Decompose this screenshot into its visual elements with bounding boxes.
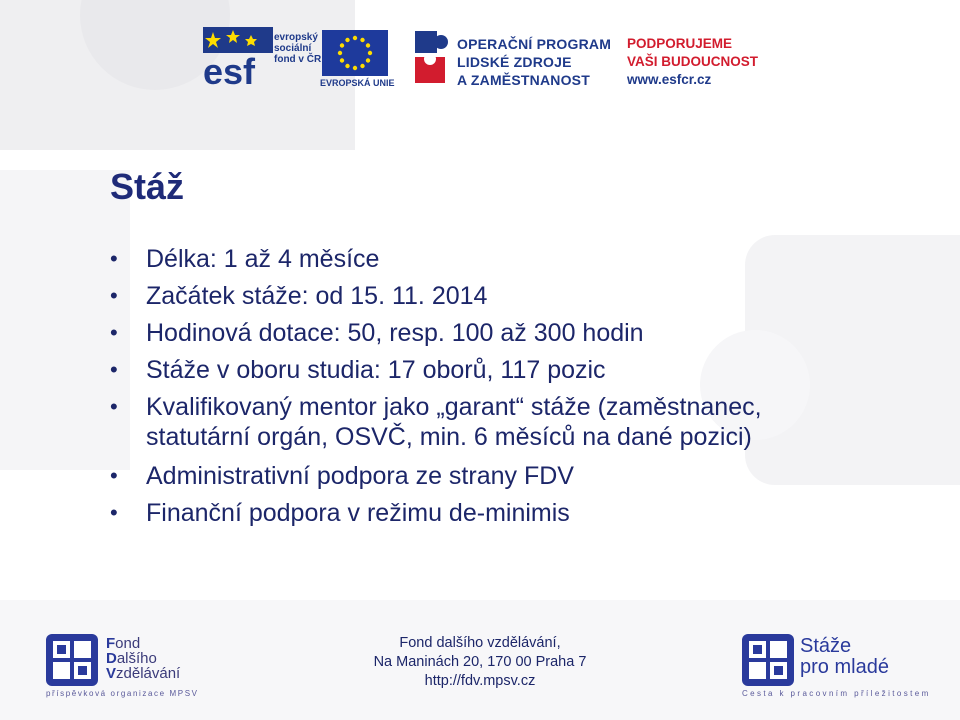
bullet-item — [108, 498, 848, 528]
stp-wordmark: Stáže pro mladé — [800, 635, 889, 678]
bullet-text: Začátek stáže: od 15. 11. 2014 — [146, 282, 488, 310]
footer-url-link[interactable]: http://fdv.mpsv.cz — [424, 673, 536, 689]
stp-logo-icon — [742, 634, 794, 686]
bullet-text: Hodinová dotace: 50, resp. 100 až 300 hodin — [146, 319, 644, 347]
support-url-link[interactable]: www.esfcr.cz — [627, 72, 712, 87]
fdv-wordmark: Fond Dalšího Vzdělávání — [106, 635, 181, 682]
bullet-item — [108, 318, 848, 348]
bullet-icon: • — [110, 394, 118, 419]
eu-caption: EVROPSKÁ UNIE — [320, 78, 395, 88]
op-program-title: OPERAČNÍ PROGRAM LIDSKÉ ZDROJE A ZAMĚSTNANOST — [457, 36, 612, 88]
bullet-item — [108, 281, 848, 311]
op-puzzle-icon — [411, 29, 451, 87]
footer-org-name: Fond dalšího vzdělávání, — [399, 635, 561, 651]
esf-caption: evropský sociální fond v ČR — [274, 32, 322, 65]
bullet-icon: • — [110, 463, 118, 488]
bullet-item — [108, 461, 848, 491]
bullet-text: Finanční podpora v režimu de-minimis — [146, 499, 570, 527]
bullet-item — [108, 355, 848, 385]
eu-flag-icon — [322, 30, 388, 76]
support-slogan: PODPORUJEME VAŠI BUDOUCNOST www.esfcr.cz — [627, 36, 759, 87]
bullet-icon: • — [110, 500, 118, 525]
bullet-icon: • — [110, 320, 118, 345]
bullet-item — [108, 392, 848, 452]
bullet-text: Stáže v oboru studia: 17 oborů, 117 pozic — [146, 356, 606, 384]
footer-street: Na Maninách 20, 170 00 Praha 7 — [373, 654, 587, 670]
slide-title: Stáž — [110, 166, 185, 207]
fdv-logo-icon — [46, 634, 98, 686]
bullet-text: Kvalifikovaný mentor jako „garant“ stáže (zaměstnanec, statutární orgán, OSVČ, min. 6 měsíců na dané pozici) — [146, 393, 762, 451]
bullet-icon: • — [110, 246, 118, 271]
esf-wordmark: esf — [203, 51, 256, 87]
bullet-icon: • — [110, 357, 118, 382]
esf-mark-icon — [203, 27, 273, 87]
bullet-item — [108, 244, 848, 274]
footer-address — [340, 634, 620, 691]
bullet-text: Administrativní podpora ze strany FDV — [146, 462, 574, 490]
bullet-text: Délka: 1 až 4 měsíce — [146, 245, 380, 273]
header-logos — [0, 0, 960, 110]
bullet-list — [108, 244, 848, 535]
stp-subtitle: Cesta k pracovním příležitostem — [742, 689, 931, 698]
bullet-icon: • — [110, 283, 118, 308]
fdv-subtitle: příspěvková organizace MPSV — [46, 689, 199, 698]
